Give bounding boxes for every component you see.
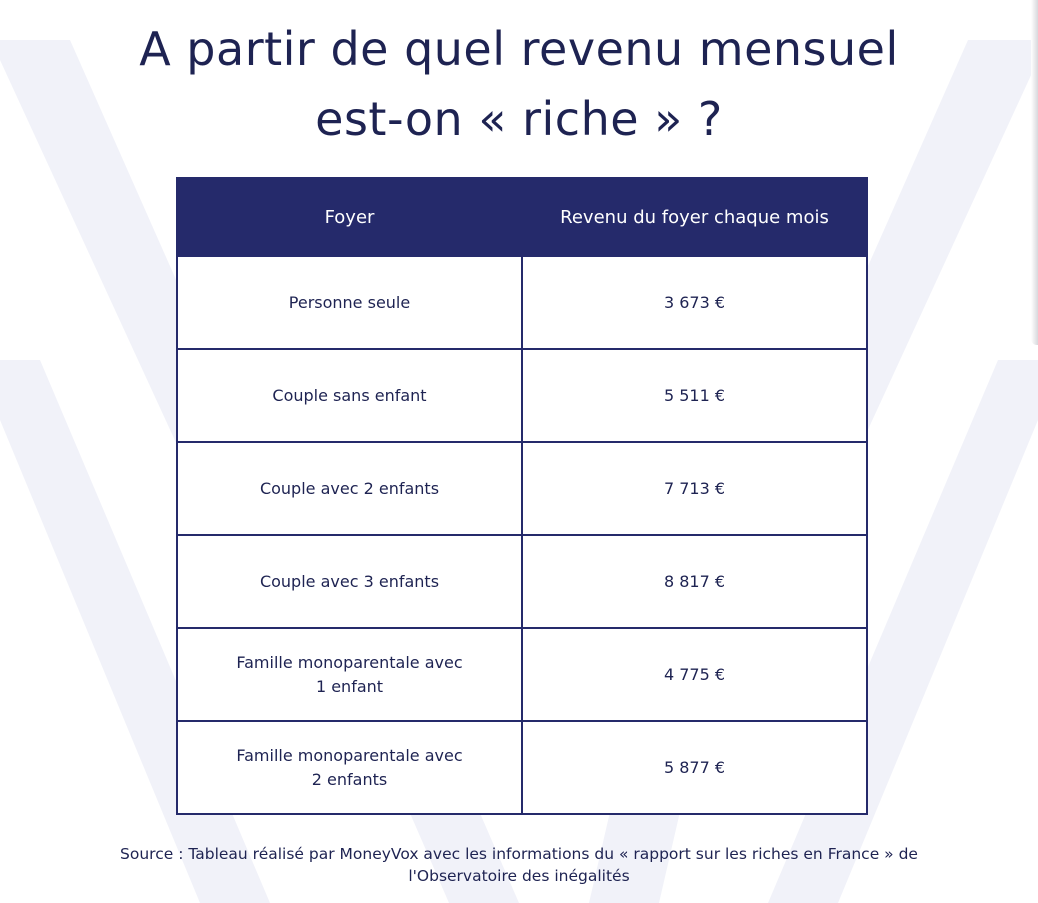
income-table-container (176, 177, 866, 815)
cell-foyer: Couple avec 2 enfants (177, 442, 522, 535)
cell-foyer-text: Famille monoparentale avec 2 enfants (236, 745, 463, 789)
table-row (177, 442, 867, 535)
cell-revenu: 4 775 € (522, 628, 867, 721)
scrollbar-edge[interactable] (1031, 0, 1038, 345)
cell-revenu: 8 817 € (522, 535, 867, 628)
page-title (0, 14, 1038, 154)
table-row (177, 349, 867, 442)
cell-foyer: Couple avec 3 enfants (177, 535, 522, 628)
title-line-2: est-on « riche » ? (315, 92, 723, 146)
table-header-row (177, 178, 867, 256)
cell-foyer (177, 721, 522, 814)
cell-revenu: 7 713 € (522, 442, 867, 535)
cell-revenu: 3 673 € (522, 256, 867, 349)
income-table (176, 177, 868, 815)
cell-foyer: Couple sans enfant (177, 349, 522, 442)
table-row (177, 721, 867, 814)
title-line-1: A partir de quel revenu mensuel (139, 22, 899, 76)
cell-foyer: Personne seule (177, 256, 522, 349)
source-note: Source : Tableau réalisé par MoneyVox avec les informations du « rapport sur les riches en France » de l'Observatoire des inégalités (120, 845, 918, 885)
cell-foyer-text: Famille monoparentale avec 1 enfant (236, 652, 463, 696)
header-revenu: Revenu du foyer chaque mois (522, 178, 867, 256)
table-row (177, 628, 867, 721)
table-row (177, 256, 867, 349)
table-row (177, 535, 867, 628)
header-foyer: Foyer (177, 178, 522, 256)
cell-revenu: 5 511 € (522, 349, 867, 442)
cell-foyer (177, 628, 522, 721)
cell-revenu: 5 877 € (522, 721, 867, 814)
